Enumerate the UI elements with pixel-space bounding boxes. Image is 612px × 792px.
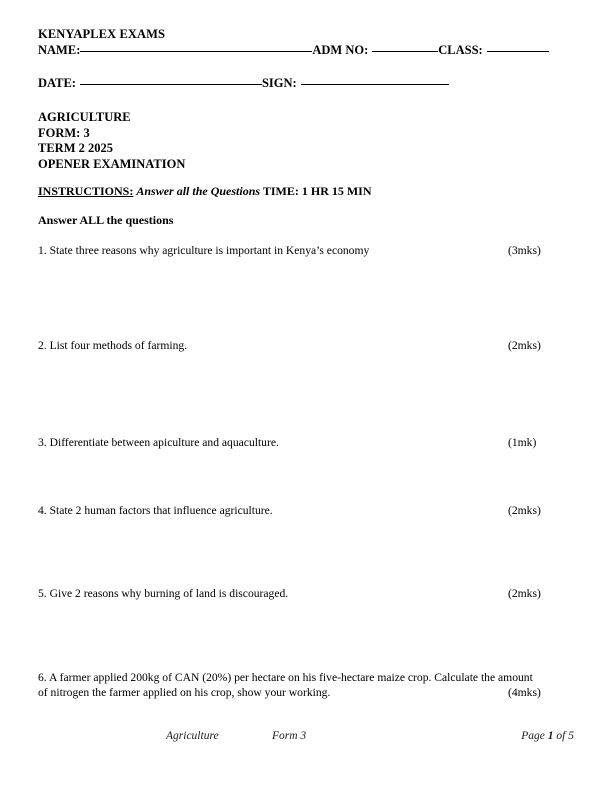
subject-title: AGRICULTURE <box>38 110 131 124</box>
footer-current-page: 1 <box>547 730 554 742</box>
question-3-marks: (1mk) <box>508 436 537 449</box>
date-fill-rule[interactable] <box>80 75 262 85</box>
footer-form: Form 3 <box>272 730 307 742</box>
term-year: TERM 2 2025 <box>38 141 113 155</box>
name-label: NAME: <box>38 43 81 57</box>
question-5-marks: (2mks) <box>508 587 541 600</box>
class-label: CLASS: <box>438 43 483 57</box>
question-1-text: 1. State three reasons why agriculture is important in Kenya’s economy <box>38 244 370 257</box>
question-6-marks: (4mks) <box>508 686 541 699</box>
instructions-label: INSTRUCTIONS: <box>38 184 134 198</box>
footer-page-prefix: Page <box>521 730 548 742</box>
instructions-time: TIME: 1 HR 15 MIN <box>262 184 372 198</box>
sign-fill-rule[interactable] <box>301 75 449 85</box>
date-sign-row <box>38 75 574 92</box>
exam-organization: KENYAPLEX EXAMS <box>38 27 166 41</box>
question-4-marks: (2mks) <box>508 504 541 517</box>
question-6 <box>38 670 574 700</box>
question-4 <box>38 503 574 518</box>
form-level: FORM: 3 <box>38 125 90 140</box>
exam-type: OPENER EXAMINATION <box>38 156 186 171</box>
footer-page-number <box>521 730 574 742</box>
class-fill-rule[interactable] <box>487 42 549 52</box>
instructions-line <box>38 184 372 199</box>
question-2-text: 2. List four methods of farming. <box>38 339 188 352</box>
question-5-text: 5. Give 2 reasons why burning of land is discouraged. <box>38 587 289 600</box>
footer-page-suffix: of 5 <box>553 730 574 742</box>
exam-title-block <box>38 110 185 172</box>
instructions-directive: Answer all the Questions <box>136 184 261 198</box>
question-1-marks: (3mks) <box>508 244 541 257</box>
question-6-text: 6. A farmer applied 200kg of CAN (20%) per hectare on his five-hectare maize crop. Calculate the amount of nitrogen the farmer applied on his crop, show your working. <box>38 671 533 699</box>
question-2 <box>38 338 574 353</box>
answer-all-note: Answer ALL the questions <box>38 213 174 227</box>
date-label: DATE: <box>38 76 76 90</box>
footer-subject: Agriculture <box>166 730 219 742</box>
adm-fill-rule[interactable] <box>372 42 438 52</box>
sign-label: SIGN: <box>261 76 297 90</box>
question-4-text: 4. State 2 human factors that influence agriculture. <box>38 504 273 517</box>
question-3-text: 3. Differentiate between apiculture and aquaculture. <box>38 436 279 449</box>
exam-header <box>38 26 574 92</box>
question-1 <box>38 243 574 258</box>
question-3 <box>38 435 574 450</box>
name-adm-class-row <box>38 42 574 59</box>
adm-label: ADM NO: <box>312 43 369 57</box>
name-fill-rule[interactable] <box>80 42 312 52</box>
question-2-marks: (2mks) <box>508 339 541 352</box>
question-5 <box>38 586 574 601</box>
